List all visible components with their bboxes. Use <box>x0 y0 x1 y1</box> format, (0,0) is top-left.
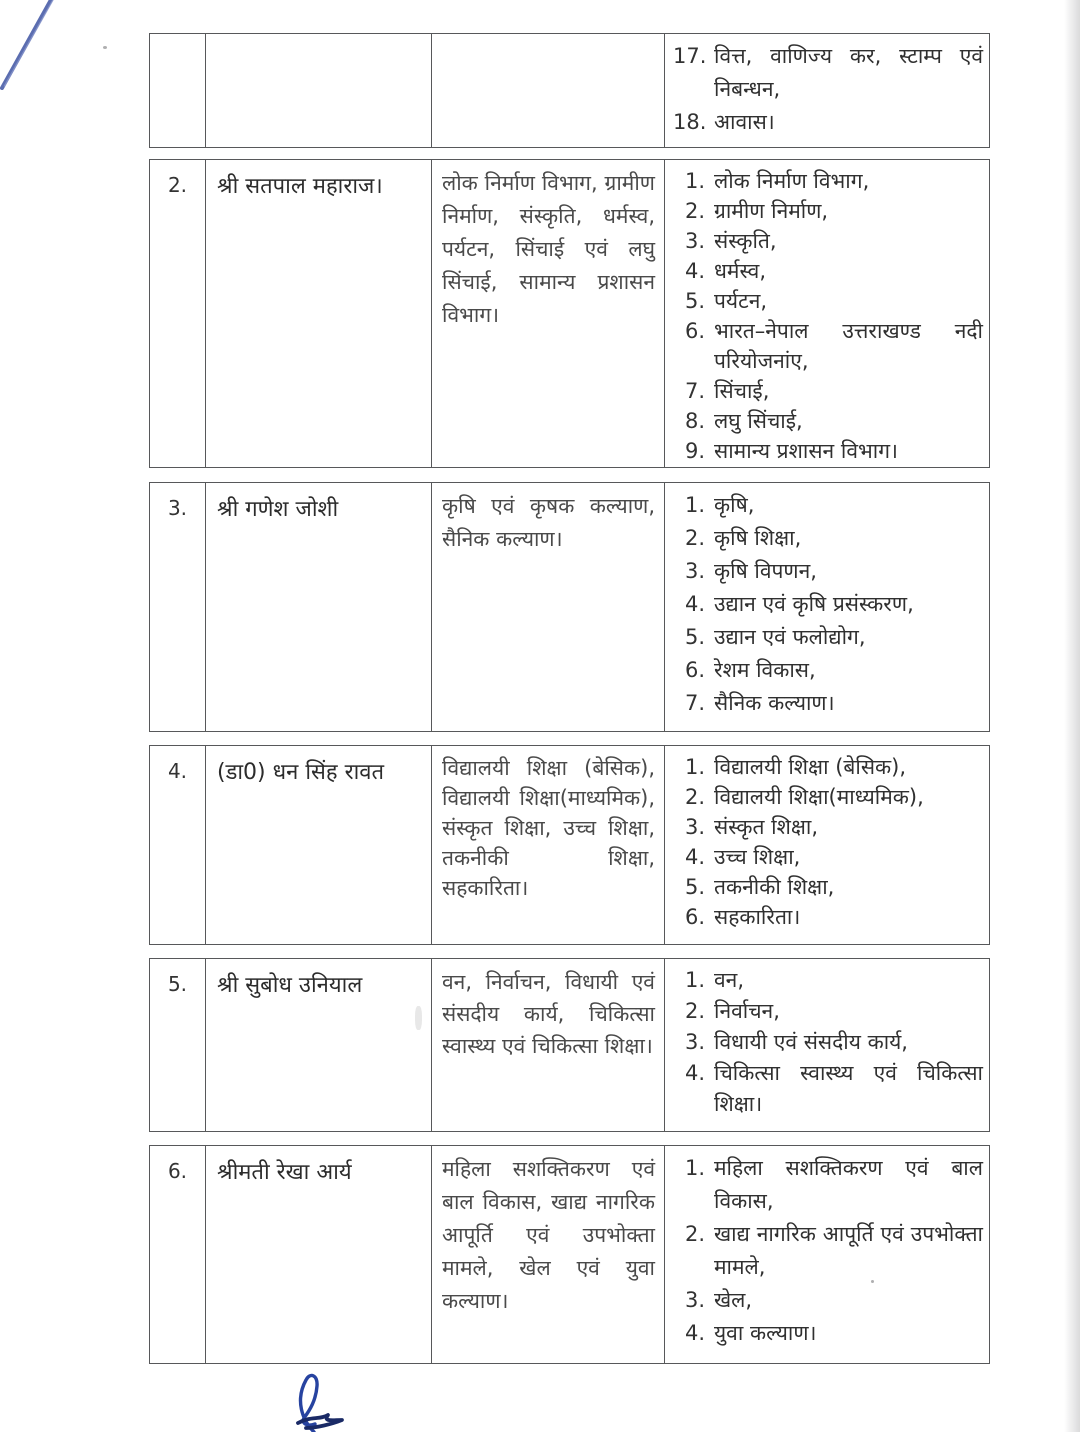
minister-name-cell <box>206 160 432 467</box>
allocation-number: 1. <box>684 968 705 992</box>
serial-number: 4. <box>167 759 188 783</box>
allocation-text: संस्कृत शिक्षा, <box>714 815 819 839</box>
departments-summary: विद्यालयी शिक्षा (बेसिक), विद्यालयी शिक्षा(माध्यमिक), संस्कृत शिक्षा, उच्च शिक्षा, तकनीकी शिक्षा, सहकारिता। <box>442 756 655 900</box>
allocation-number: 6. <box>684 319 705 343</box>
serial-number: 2. <box>167 173 188 197</box>
allocation-number: 4. <box>684 259 705 283</box>
allocation-item <box>673 872 983 902</box>
minister-name-cell <box>206 1146 432 1363</box>
allocation-number: 1. <box>684 169 705 193</box>
minister-name: (डा0) धन सिंह रावत <box>217 760 385 785</box>
allocation-number: 3. <box>684 229 705 253</box>
allocation-text: उद्यान एवं कृषि प्रसंस्करण, <box>714 592 914 616</box>
allocation-number: 1. <box>684 1156 705 1180</box>
table-row <box>149 958 990 1132</box>
allocation-number: 4. <box>684 1321 705 1345</box>
allocations-cell <box>665 34 989 147</box>
allocation-item <box>673 996 983 1027</box>
allocation-list <box>673 1152 983 1350</box>
allocation-text: युवा कल्याण। <box>714 1321 817 1345</box>
allocation-number: 2. <box>684 526 705 550</box>
allocation-text: कृषि, <box>714 493 755 517</box>
allocation-item <box>673 842 983 872</box>
table-row <box>149 33 990 148</box>
allocation-text: सैनिक कल्याण। <box>714 691 835 715</box>
allocation-item <box>673 588 983 621</box>
allocation-text: पर्यटन, <box>714 289 768 313</box>
allocation-item <box>673 1027 983 1058</box>
allocation-number: 4. <box>684 845 705 869</box>
allocation-number: 7. <box>684 379 705 403</box>
serial-cell <box>150 34 206 147</box>
allocation-item <box>673 226 983 256</box>
allocation-text: लघु सिंचाई, <box>714 409 803 433</box>
allocation-item <box>673 782 983 812</box>
minister-name: श्री सतपाल महाराज। <box>217 174 383 199</box>
allocation-number: 5. <box>684 875 705 899</box>
allocation-number: 8. <box>684 409 705 433</box>
table-row <box>149 482 990 732</box>
allocation-number: 1. <box>684 755 705 779</box>
serial-number: 3. <box>167 496 188 520</box>
allocation-number: 9. <box>684 439 705 463</box>
departments-summary: लोक निर्माण विभाग, ग्रामीण निर्माण, संस्कृति, धर्मस्व, पर्यटन, सिंचाई एवं लघु सिंचाई, सामान्य प्रशासन विभाग। <box>442 171 655 327</box>
allocation-number: 2. <box>684 785 705 809</box>
allocations-cell <box>665 746 989 944</box>
allocation-text: धर्मस्व, <box>714 259 766 283</box>
allocation-item <box>673 316 983 376</box>
allocation-text: सामान्य प्रशासन विभाग। <box>714 439 898 463</box>
allocation-number: 2. <box>684 1222 705 1246</box>
departments-summary-cell <box>432 746 665 944</box>
allocation-item <box>673 1152 983 1218</box>
allocation-item <box>673 522 983 555</box>
allocation-item <box>673 621 983 654</box>
portfolio-table <box>149 33 990 1364</box>
minister-name-cell <box>206 959 432 1131</box>
allocation-text: संस्कृति, <box>714 229 777 253</box>
allocation-text: ग्रामीण निर्माण, <box>714 199 829 223</box>
allocation-number: 3. <box>684 815 705 839</box>
allocations-cell <box>665 160 989 467</box>
allocation-item <box>673 654 983 687</box>
allocation-text: विद्यालयी शिक्षा(माध्यमिक), <box>714 785 924 809</box>
allocation-item <box>673 1218 983 1284</box>
allocation-number: 2. <box>684 199 705 223</box>
serial-cell <box>150 959 206 1131</box>
allocation-number: 18. <box>673 110 707 134</box>
departments-summary-cell <box>432 34 665 147</box>
serial-cell <box>150 160 206 467</box>
allocation-number: 3. <box>684 559 705 583</box>
departments-summary: वन, निर्वाचन, विधायी एवं संसदीय कार्य, चिकित्सा स्वास्थ्य एवं चिकित्सा शिक्षा। <box>442 970 655 1058</box>
minister-name-cell <box>206 746 432 944</box>
allocation-item <box>673 40 983 106</box>
minister-name-cell <box>206 483 432 731</box>
serial-number: 5. <box>167 972 188 996</box>
page-edge-shadow <box>1064 0 1080 1432</box>
serial-cell <box>150 483 206 731</box>
allocation-text: निर्वाचन, <box>714 999 780 1023</box>
allocation-number: 4. <box>684 592 705 616</box>
serial-number: 6. <box>167 1159 188 1183</box>
table-row <box>149 745 990 945</box>
allocation-text: आवास। <box>714 110 775 134</box>
allocation-text: भारत–नेपाल उत्तराखण्ड नदी परियोजनांए, <box>714 319 983 373</box>
allocation-item <box>673 555 983 588</box>
scan-speck <box>871 1280 874 1283</box>
allocation-text: रेशम विकास, <box>714 658 816 682</box>
allocation-list <box>673 166 983 466</box>
signature-icon <box>262 1370 382 1432</box>
allocation-item <box>673 376 983 406</box>
allocation-number: 6. <box>684 658 705 682</box>
allocations-cell <box>665 483 989 731</box>
departments-summary-cell <box>432 1146 665 1363</box>
allocation-item <box>673 256 983 286</box>
allocation-text: सहकारिता। <box>714 905 801 929</box>
minister-name: श्री गणेश जोशी <box>217 497 339 522</box>
allocation-text: खाद्य नागरिक आपूर्ति एवं उपभोक्ता मामले, <box>714 1222 983 1279</box>
pen-stroke-icon <box>0 0 66 94</box>
allocation-number: 17. <box>673 44 707 68</box>
allocation-text: महिला सशक्तिकरण एवं बाल विकास, <box>714 1156 983 1213</box>
departments-summary-cell <box>432 160 665 467</box>
minister-name: श्री सुबोध उनियाल <box>217 973 363 998</box>
allocations-cell <box>665 1146 989 1363</box>
allocation-text: कृषि विपणन, <box>714 559 817 583</box>
allocation-number: 5. <box>684 289 705 313</box>
allocation-item <box>673 196 983 226</box>
allocation-item <box>673 106 983 139</box>
allocation-text: उद्यान एवं फलोद्योग, <box>714 625 866 649</box>
allocation-item <box>673 1284 983 1317</box>
serial-cell <box>150 746 206 944</box>
scan-smudge <box>415 1006 422 1030</box>
allocation-list <box>673 752 983 932</box>
allocation-number: 2. <box>684 999 705 1023</box>
allocation-item <box>673 687 983 720</box>
allocation-list <box>673 40 983 139</box>
allocation-item <box>673 436 983 466</box>
allocation-number: 3. <box>684 1030 705 1054</box>
serial-cell <box>150 1146 206 1363</box>
allocation-number: 1. <box>684 493 705 517</box>
allocation-text: वित्त, वाणिज्य कर, स्टाम्प एवं निबन्धन, <box>714 44 983 101</box>
allocation-item <box>673 286 983 316</box>
allocation-number: 3. <box>684 1288 705 1312</box>
allocation-item <box>673 1317 983 1350</box>
allocation-item <box>673 812 983 842</box>
allocation-text: सिंचाई, <box>714 379 770 403</box>
allocation-item <box>673 489 983 522</box>
allocation-number: 7. <box>684 691 705 715</box>
allocation-number: 4. <box>684 1061 705 1085</box>
allocation-item <box>673 902 983 932</box>
allocation-text: विद्यालयी शिक्षा (बेसिक), <box>714 755 907 779</box>
allocations-cell <box>665 959 989 1131</box>
allocation-list <box>673 489 983 720</box>
allocation-list <box>673 965 983 1120</box>
allocation-item <box>673 965 983 996</box>
allocation-text: विधायी एवं संसदीय कार्य, <box>714 1030 908 1054</box>
table-row <box>149 1145 990 1364</box>
scan-speck <box>103 46 107 49</box>
allocation-text: खेल, <box>714 1288 753 1312</box>
departments-summary: कृषि एवं कृषक कल्याण, सैनिक कल्याण। <box>442 494 655 551</box>
departments-summary-cell <box>432 483 665 731</box>
allocation-item <box>673 406 983 436</box>
allocation-text: तकनीकी शिक्षा, <box>714 875 835 899</box>
allocation-text: लोक निर्माण विभाग, <box>714 169 870 193</box>
table-row <box>149 159 990 468</box>
allocation-item <box>673 166 983 196</box>
allocation-text: कृषि शिक्षा, <box>714 526 802 550</box>
minister-name: श्रीमती रेखा आर्य <box>217 1160 352 1185</box>
allocation-number: 5. <box>684 625 705 649</box>
allocation-text: उच्च शिक्षा, <box>714 845 801 869</box>
minister-name-cell <box>206 34 432 147</box>
allocation-number: 6. <box>684 905 705 929</box>
departments-summary: महिला सशक्तिकरण एवं बाल विकास, खाद्य नागरिक आपूर्ति एवं उपभोक्ता मामले, खेल एवं युवा कल्याण। <box>442 1157 655 1313</box>
allocation-text: चिकित्सा स्वास्थ्य एवं चिकित्सा शिक्षा। <box>714 1061 983 1116</box>
departments-summary-cell <box>432 959 665 1131</box>
allocation-text: वन, <box>714 968 745 992</box>
allocation-item <box>673 752 983 782</box>
allocation-item <box>673 1058 983 1120</box>
